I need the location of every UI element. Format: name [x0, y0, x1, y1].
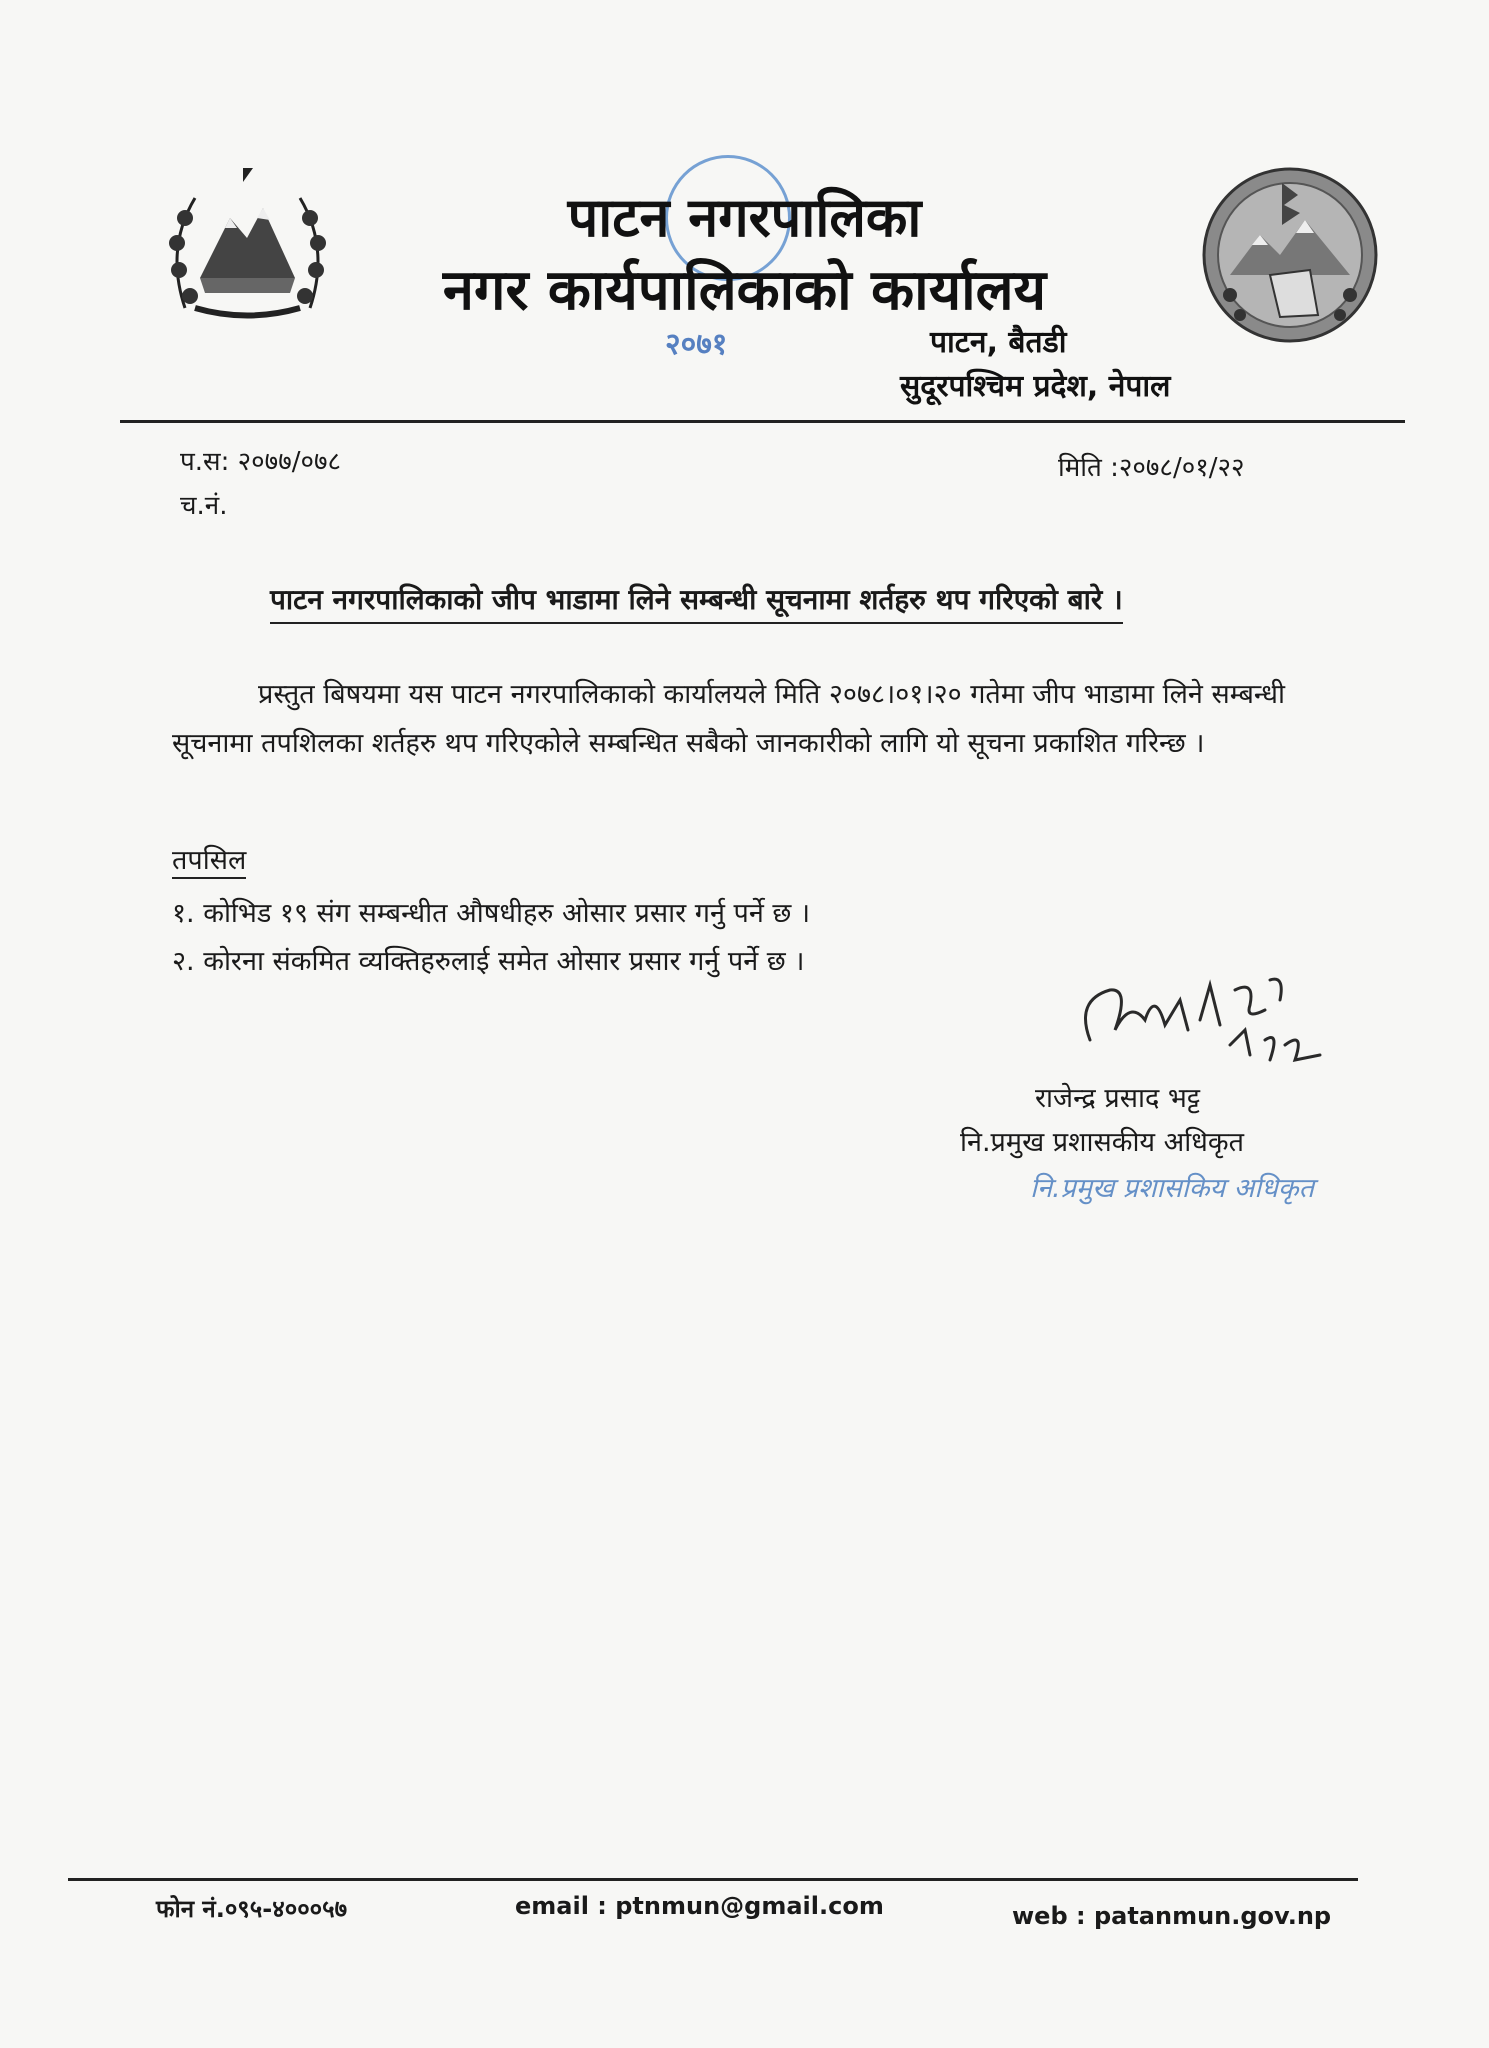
header-address-line1: पाटन, बैतडी — [930, 325, 1067, 360]
header-title-line1: पाटन नगरपालिका — [567, 186, 922, 249]
letter-body-text: प्रस्तुत बिषयमा यस पाटन नगरपालिकाको कार्यालयले मिति २०७८।०१।२० गतेमा जीप भाडामा लिने सम्बन्धी सूचनामा तपशिलका शर्तहरु थप गरिएकोले सम्बन्धित सबैको जानकारीको लागि यो सूचना प्रकाशित गरिन्छ । — [172, 679, 1286, 759]
footer-email: email : ptnmun@gmail.com — [515, 1892, 884, 1920]
stamp-year: २०७१ — [665, 327, 728, 362]
tapsil-heading: तपसिल — [172, 845, 246, 879]
dispatch-number: च.नं. — [180, 491, 228, 521]
signature-image — [1070, 960, 1340, 1080]
letter-subject: पाटन नगरपालिकाको जीप भाडामा लिने सम्बन्धी सूचनामा शर्तहरु थप गरिएको बारे । — [270, 580, 1123, 624]
reference-number: प.स: २०७७/०७८ — [180, 447, 342, 477]
letter-body — [172, 670, 1322, 768]
footer-divider — [68, 1878, 1358, 1881]
footer-phone: फोन नं.०९५-४०००५७ — [156, 1895, 348, 1923]
letter-date: मिति :२०७८/०१/२२ — [1058, 453, 1245, 483]
signatory-designation: नि.प्रमुख प्रशासकीय अधिकृत — [960, 1127, 1245, 1158]
condition-item: २. कोरना संकमित व्यक्तिहरुलाई समेत ओसार प्रसार गर्नु पर्ने छ । — [172, 946, 805, 977]
designation-stamp: नि.प्रमुख प्रशासकिय अधिकृत — [1030, 1173, 1315, 1204]
condition-item: १. कोभिड १९ संग सम्बन्धीत औषधीहरु ओसार प्रसार गर्नु पर्ने छ । — [172, 898, 811, 929]
municipality-logo-icon — [1200, 165, 1380, 345]
footer-website: web : patanmun.gov.np — [1012, 1902, 1332, 1930]
signatory-name: राजेन्द्र प्रसाद भट्ट — [1035, 1083, 1201, 1114]
header-divider — [120, 420, 1405, 423]
header-address-line2: सुदूरपश्चिम प्रदेश, नेपाल — [900, 369, 1171, 404]
header-title-line2: नगर कार्यपालिकाको कार्यालय — [442, 258, 1047, 323]
